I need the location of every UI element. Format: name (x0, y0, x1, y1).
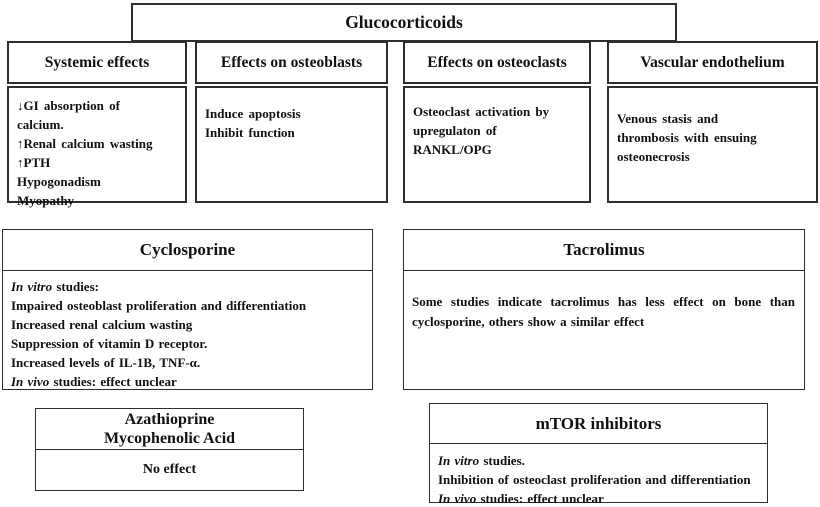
systemic-effects-content-box (7, 86, 187, 208)
line-text: studies: (52, 279, 99, 294)
content-line (11, 334, 364, 353)
osteoblasts-header: Effects on osteoblasts (220, 53, 363, 71)
content-line (17, 191, 177, 210)
systemic-effects-header-box (7, 41, 187, 84)
content-line (17, 96, 177, 115)
azathioprine-title-line1: Azathioprine (124, 411, 215, 428)
content-line (205, 104, 378, 123)
content-line (11, 296, 364, 315)
osteoblasts-content-box (195, 86, 388, 203)
glucocorticoids-box (131, 3, 677, 42)
line-text: studies: effect unclear (476, 491, 604, 506)
azathioprine-header-section (36, 409, 303, 450)
content-line (438, 451, 759, 470)
content-line (11, 315, 364, 334)
azathioprine-box (35, 408, 304, 491)
mtor-title: mTOR inhibitors (535, 413, 662, 433)
line-text: Impaired osteoblast proliferation and differentiation (11, 298, 307, 313)
vascular-endothelium-content-box (607, 86, 818, 203)
osteoclasts-header-box (403, 41, 591, 84)
tacrolimus-box (403, 229, 805, 390)
line-text: Venous stasis and (617, 111, 719, 126)
line-italic-prefix: In vivo (11, 374, 50, 389)
content-line (617, 147, 808, 166)
tacrolimus-title: Tacrolimus (563, 240, 645, 259)
cyclosporine-box (2, 229, 373, 390)
line-text: ↑Renal calcium wasting (17, 136, 153, 151)
no-effect-text: No effect (142, 462, 197, 477)
content-line (413, 102, 581, 121)
line-text: Hypogonadism (17, 174, 101, 189)
vascular-endothelium-header: Vascular endothelium (640, 53, 785, 71)
systemic-effects-header: Systemic effects (44, 53, 150, 71)
line-text: upregulaton of (413, 123, 497, 138)
mtor-content (430, 444, 767, 506)
line-text: osteonecrosis (617, 149, 690, 164)
cyclosporine-header-section (3, 230, 372, 271)
content-line (617, 128, 808, 147)
osteoclasts-content-box (403, 86, 591, 203)
content-line (11, 372, 364, 391)
content-line (17, 153, 177, 172)
cyclosporine-content (3, 271, 372, 389)
line-italic-prefix: In vitro (438, 453, 480, 468)
line-text: studies: effect unclear (49, 374, 177, 389)
line-text: studies. (479, 453, 525, 468)
line-text: Increased renal calcium wasting (11, 317, 193, 332)
mtor-inhibitors-box (429, 403, 768, 506)
cyclosporine-title: Cyclosporine (139, 240, 236, 259)
azathioprine-content (36, 450, 303, 490)
content-line (17, 172, 177, 191)
line-italic-prefix: In vitro (11, 279, 53, 294)
content-line (438, 489, 759, 507)
glucocorticoids-title: Glucocorticoids (345, 12, 463, 32)
content-line (11, 277, 364, 296)
mtor-header-section (430, 404, 767, 444)
tacrolimus-body: Some studies indicate tacrolimus has less effect on bone than cyclosporine, others show a similar effect (412, 294, 795, 329)
line-text: Induce apoptosis (205, 106, 301, 121)
line-text: RANKL/OPG (413, 142, 492, 157)
content-line (11, 353, 364, 372)
content-line (413, 140, 581, 159)
content-line (205, 123, 378, 142)
content-line (17, 115, 177, 134)
tacrolimus-content (404, 271, 804, 389)
content-line (413, 121, 581, 140)
line-text: ↓GI absorption of (17, 98, 120, 113)
line-italic-prefix: In vivo (438, 491, 477, 506)
line-text: Inhibit function (205, 125, 295, 140)
line-text: Myopathy (17, 193, 75, 208)
line-text: Inhibition of osteoclast proliferation and differentiation (438, 472, 751, 487)
line-text: calcium. (17, 117, 64, 132)
azathioprine-title-line2: Mycophenolic Acid (103, 430, 236, 447)
content-line (17, 134, 177, 153)
line-text: Increased levels of IL-1B, TNF-α. (11, 355, 201, 370)
vascular-endothelium-header-box (607, 41, 818, 84)
content-line (617, 109, 808, 128)
osteoblasts-header-box (195, 41, 388, 84)
line-text: Osteoclast activation by (413, 104, 550, 119)
osteoclasts-header: Effects on osteoclasts (427, 53, 567, 71)
content-line (438, 470, 759, 489)
line-text: Suppression of vitamin D receptor. (11, 336, 208, 351)
line-text: ↑PTH (17, 155, 51, 170)
tacrolimus-header-section (404, 230, 804, 271)
line-text: thrombosis with ensuing (617, 130, 757, 145)
